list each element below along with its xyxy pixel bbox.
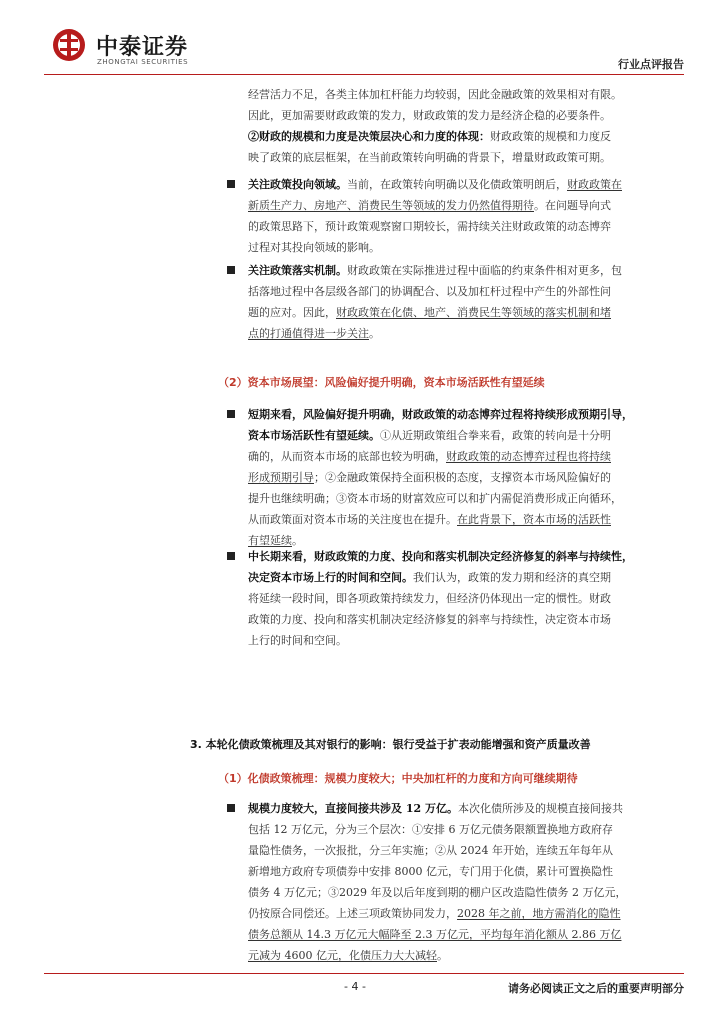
text-line: 提升也继续明确；③资本市场的财富效应可以和扩内需促消费形成正向循环，: [248, 492, 622, 505]
text-span: 。: [369, 327, 380, 340]
underlined-text: 点的打通值得进一步关注: [248, 327, 369, 340]
text-line: [248, 425, 678, 446]
section-subheading: （2）资本市场展望：风险偏好提升明确，资本市场活跃性有望延续: [218, 376, 545, 389]
text-line: [248, 509, 678, 530]
brand-name: 中泰证券: [96, 35, 189, 60]
underlined-text: 在此背景下，资本市场的活跃性: [457, 513, 611, 526]
report-type-label: 行业点评报告: [618, 58, 684, 71]
text-span: ；②金融政策保持全面积极的态度，支撑资本市场风险偏好的: [314, 471, 611, 484]
page-header: [0, 0, 724, 80]
text-span: 当前，在政策转向明确以及化债政策明朗后，: [347, 178, 567, 191]
bullet-text: [248, 798, 678, 966]
text-line: 新增地方政府专项债券中安排 8000 亿元，专门用于化债，累计可置换隐性: [248, 865, 613, 878]
text-span: 。: [292, 534, 303, 547]
text-line: [248, 126, 678, 147]
underlined-text: 财政政策在: [567, 178, 622, 191]
text-line: 过程对其投向领域的影响。: [248, 241, 380, 254]
text-line: [248, 174, 678, 195]
emphasis-text: 决定资本市场上行的时间和空间。: [248, 571, 413, 584]
text-line: [248, 798, 678, 819]
text-line: 包括 12 万亿元，分为三个层次：①安排 6 万亿元债务限额置换地方政府存: [248, 823, 613, 836]
underlined-text: 财政政策在化债、地产、消费民生等领域的落实机制和堵: [336, 306, 611, 319]
bullet-text: [248, 404, 678, 551]
text-span: 财政政策在实际推进过程中面临的约束条件相对更多，包: [347, 264, 622, 277]
text-line: [248, 302, 678, 323]
text-line: 上行的时间和空间。: [248, 634, 347, 647]
underlined-text: 2028 年之前，地方需消化的隐性: [457, 907, 621, 920]
text-line: [248, 945, 678, 966]
text-line: 短期来看，风险偏好提升明确，财政政策的动态博弈过程将持续形成预期引导，: [248, 408, 633, 421]
header-divider: [44, 74, 684, 75]
section-heading: 3. 本轮化债政策梳理及其对银行的影响：银行受益于扩表动能增强和资产质量改善: [190, 738, 591, 751]
text-line: 债务 4 万亿元；③2029 年及以后年度到期的棚户区改造隐性债务 2 万亿元，: [248, 886, 627, 899]
emphasis-text: 关注政策落实机制。: [248, 264, 347, 277]
underlined-text: 形成预期引导: [248, 471, 314, 484]
square-bullet-icon: [227, 804, 235, 812]
section-subheading: （1）化债政策梳理：规模力度较大；中央加杠杆的力度和方向可继续期待: [218, 772, 578, 785]
underlined-text: 元减为 4600 亿元，化债压力大大减轻: [248, 949, 437, 962]
text-span: 确的，从而资本市场的底部也较为明确，: [248, 450, 446, 463]
text-line: 括落地过程中各层级各部门的协调配合、以及加杠杆过程中产生的外部性问: [248, 285, 611, 298]
page-number: - 4 -: [344, 980, 366, 993]
underlined-text: 债务总额从 14.3 万亿元大幅降至 2.3 万亿元，平均每年消化额从 2.86 万亿: [248, 928, 622, 941]
text-line: [248, 903, 678, 924]
emphasis-text: ②财政的规模和力度是决策层决心和力度的体现：: [248, 130, 490, 143]
text-span: ①从近期政策组合拳来看，政策的转向是十分明: [380, 429, 611, 442]
emphasis-text: 关注政策投向领域。: [248, 178, 347, 191]
text-line: 的政策思路下，预计政策观察窗口期较长，需持续关注财政政策的动态博弈: [248, 220, 611, 233]
text-line: 中长期来看，财政政策的力度、投向和落实机制决定经济修复的斜率与持续性，: [248, 550, 633, 563]
brand-name-en: ZHONGTAI SECURITIES: [97, 58, 189, 66]
text-span: 仍按原合同偿还。上述三项政策协同发力，: [248, 907, 457, 920]
bullet-text: [248, 260, 678, 344]
intro-paragraph: [248, 84, 678, 168]
text-line: [248, 467, 678, 488]
square-bullet-icon: [227, 180, 235, 188]
text-line: [248, 567, 678, 588]
text-span: 我们认为，政策的发力期和经济的真空期: [413, 571, 611, 584]
underlined-text: 财政政策的动态博弈过程也将持续: [446, 450, 611, 463]
text-line: 将延续一段时间，即各项政策持续发力，但经济仍体现出一定的惯性。财政: [248, 592, 611, 605]
footer-divider: [44, 973, 684, 974]
text-line: [248, 446, 678, 467]
text-span: 财政政策的规模和力度反: [490, 130, 611, 143]
text-span: 从而政策面对资本市场的关注度也在提升。: [248, 513, 457, 526]
text-span: 。在问题导向式: [534, 199, 611, 212]
text-line: 因此，更加需要财政政策的发力，财政政策的发力是经济企稳的必要条件。: [248, 109, 611, 122]
text-line: 经营活力不足，各类主体加杠杆能力均较弱，因此金融政策的效果相对有限。: [248, 88, 622, 101]
text-line: 政策的力度、投向和落实机制决定经济修复的斜率与持续性，决定资本市场: [248, 613, 611, 626]
emphasis-text: 规模力度较大，直接间接共涉及 12 万亿。: [248, 802, 458, 815]
underlined-text: 新质生产力、房地产、消费民生等领域的发力仍然值得期待: [248, 199, 534, 212]
text-line: [248, 924, 678, 945]
text-line: [248, 323, 678, 344]
square-bullet-icon: [227, 410, 235, 418]
text-line: [248, 260, 678, 281]
text-line: 映了政策的底层框架，在当前政策转向明确的背景下，增量财政政策可期。: [248, 151, 611, 164]
text-span: 。: [437, 949, 448, 962]
text-line: [248, 195, 678, 216]
zhongtai-logo-icon: [52, 28, 86, 62]
text-span: 题的应对。因此，: [248, 306, 336, 319]
text-line: 量隐性债务，一次报批，分三年实施；②从 2024 年开始，连续五年每年从: [248, 844, 613, 857]
square-bullet-icon: [227, 552, 235, 560]
emphasis-text: 资本市场活跃性有望延续。: [248, 429, 380, 442]
underlined-text: 有望延续: [248, 534, 292, 547]
footer-disclaimer: 请务必阅读正文之后的重要声明部分: [508, 982, 684, 995]
square-bullet-icon: [227, 266, 235, 274]
text-span: 本次化债所涉及的规模直接间接共: [457, 802, 623, 815]
bullet-text: [248, 546, 678, 651]
bullet-text: [248, 174, 678, 258]
